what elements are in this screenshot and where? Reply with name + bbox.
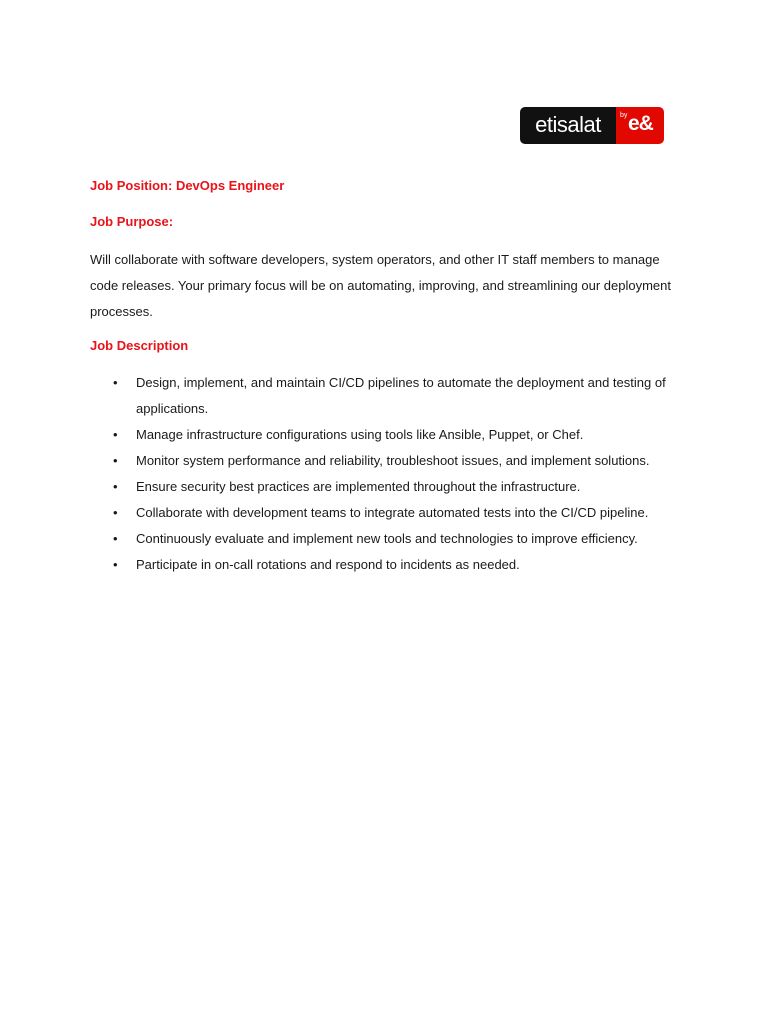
- logo-wordmark: etisalat: [520, 107, 616, 144]
- etisalat-logo: [520, 107, 664, 144]
- job-purpose-heading: Job Purpose:: [90, 214, 174, 229]
- bullet-icon: •: [113, 427, 118, 442]
- list-item-text: Design, implement, and maintain CI/CD pipelines to automate the deployment and testing of applications.: [136, 375, 666, 416]
- list-item-text: Manage infrastructure configurations using tools like Ansible, Puppet, or Chef.: [136, 427, 584, 442]
- bullet-icon: •: [113, 375, 118, 390]
- logo-e-and-mark: [616, 107, 664, 144]
- list-item-text: Participate in on-call rotations and respond to incidents as needed.: [136, 557, 520, 572]
- logo-by-label: by: [620, 112, 628, 119]
- bullet-icon: •: [113, 479, 118, 494]
- list-item-text: Collaborate with development teams to integrate automated tests into the CI/CD pipeline.: [136, 505, 649, 520]
- job-description-heading: Job Description: [90, 338, 189, 353]
- bullet-icon: •: [113, 557, 118, 572]
- job-purpose-text: Will collaborate with software developers, system operators, and other IT staff members to manage code releases. Your primary focus will be on automating, improving, and streamlining our deployment processes.: [90, 252, 671, 319]
- logo-e-and-symbol: e&: [628, 112, 653, 135]
- bullet-icon: •: [113, 453, 118, 468]
- bullet-icon: •: [113, 505, 118, 520]
- list-item-text: Continuously evaluate and implement new tools and technologies to improve efficiency.: [136, 531, 638, 546]
- job-position-heading: Job Position: DevOps Engineer: [90, 178, 285, 193]
- list-item-text: Ensure security best practices are implemented throughout the infrastructure.: [136, 479, 581, 494]
- bullet-icon: •: [113, 531, 118, 546]
- list-item-text: Monitor system performance and reliability, troubleshoot issues, and implement solutions.: [136, 453, 650, 468]
